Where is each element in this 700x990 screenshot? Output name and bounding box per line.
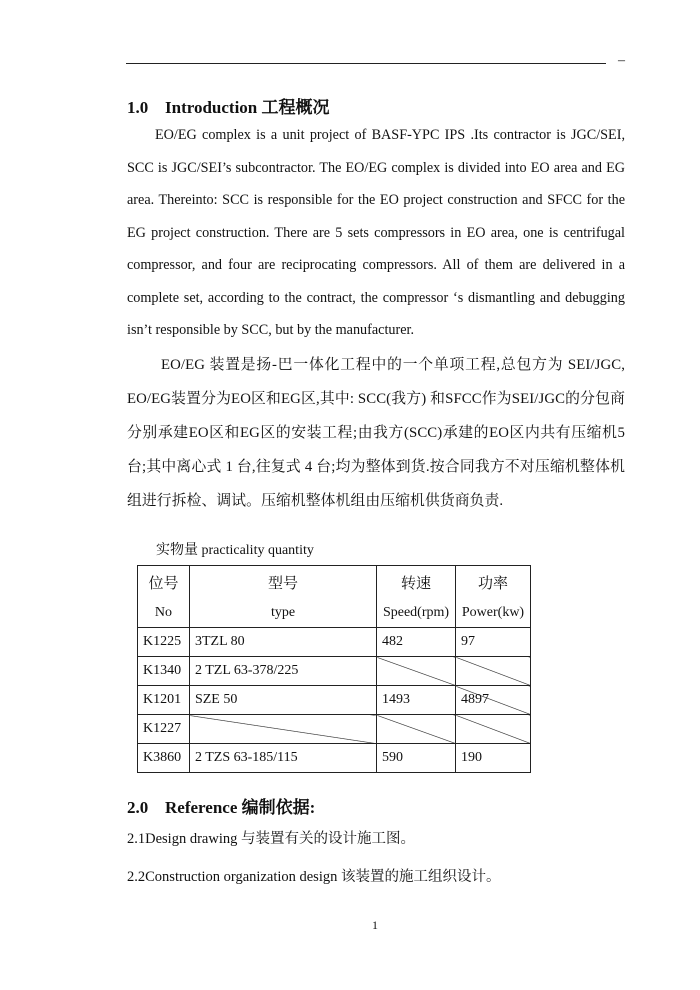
header-mark: – xyxy=(618,53,625,68)
table-row xyxy=(138,628,531,657)
section-1-heading xyxy=(127,93,330,118)
cell-type: SZE 50 xyxy=(189,686,376,715)
section-1-title: Introduction 工程概况 xyxy=(165,98,330,117)
section-2-title: Reference 编制依据: xyxy=(165,798,316,817)
table-caption: 实物量 practicality quantity xyxy=(156,543,314,558)
table-row xyxy=(138,657,531,686)
section-2-number: 2.0 xyxy=(127,798,149,817)
section-2-heading xyxy=(127,793,315,818)
reference-item-1: 2.1Design drawing 与装置有关的设计施工图。 xyxy=(127,831,415,847)
cell-speed: 590 xyxy=(377,744,456,773)
cell-speed: 1493 xyxy=(377,686,456,715)
cell-no: K1340 xyxy=(138,657,190,686)
cell-type: 2 TZL 63-378/225 xyxy=(189,657,376,686)
cell-speed: 482 xyxy=(377,628,456,657)
cell-power: 190 xyxy=(456,744,531,773)
cell-speed-empty xyxy=(377,657,456,686)
table-row xyxy=(138,715,531,744)
header-cn-type: 型号 xyxy=(189,566,376,599)
chinese-paragraph xyxy=(127,348,625,518)
cell-power-empty xyxy=(456,715,531,744)
cell-type: 2 TZS 63-185/115 xyxy=(189,744,376,773)
cell-no: K1227 xyxy=(138,715,190,744)
table-header-en xyxy=(138,598,531,628)
header-en-power: Power(kw) xyxy=(456,598,531,628)
table-row xyxy=(138,744,531,773)
chinese-paragraph-text: EO/EG 装置是扬-巴一体化工程中的一个单项工程,总包方为 SEI/JGC, EO/EG装置分为EO区和EG区,其中: SCC(我方) 和SFCC作为SEI/JGC的分包商分别承建EO区和EG区的安装工程;由我方(SCC)承建的EO区内共有压缩机5台;其中离心式 1 台,往复式 4 台;均为整体到货.按合同我方不对压缩机整体机组进行拆检、调试。压缩机整体机组由压缩机供货商负责. xyxy=(127,357,625,509)
cell-no: K3860 xyxy=(138,744,190,773)
table-row xyxy=(138,686,531,715)
header-cn-power: 功率 xyxy=(456,566,531,599)
cell-no: K1201 xyxy=(138,686,190,715)
section-1-number: 1.0 xyxy=(127,98,149,117)
cell-type: 3TZL 80 xyxy=(189,628,376,657)
cell-power-empty xyxy=(456,657,531,686)
equipment-table xyxy=(137,565,531,773)
reference-item-2: 2.2Construction organization design 该装置的施工组织设计。 xyxy=(127,869,501,885)
page-number: 1 xyxy=(372,918,378,932)
header-cn-speed: 转速 xyxy=(377,566,456,599)
cell-power: 4897 xyxy=(456,686,531,715)
header-en-speed: Speed(rpm) xyxy=(377,598,456,628)
english-paragraph xyxy=(127,119,625,347)
header-cn-no: 位号 xyxy=(138,566,190,599)
header-rule xyxy=(126,63,606,64)
cell-no: K1225 xyxy=(138,628,190,657)
cell-speed-empty xyxy=(377,715,456,744)
english-paragraph-text: EO/EG complex is a unit project of BASF-YPC IPS .Its contractor is JGC/SEI, SCC is JGC/SEI’s subcontractor. The EO/EG complex is divided into EO area and EG area. Thereinto: SCC is responsible for the EO project construction and SFCC for the EG project construction. There are 5 sets compressors in EO area, one is centrifugal compressor, and four are reciprocating compressors. All of them are delivered in a complete set, according to the contract, the compressor ‘s dismantling and debugging isn’t responsible by SCC, but by the manufacturer. xyxy=(127,127,625,338)
header-en-type: type xyxy=(189,598,376,628)
header-en-no: No xyxy=(138,598,190,628)
cell-type-empty xyxy=(189,715,376,744)
table-header-cn xyxy=(138,566,531,599)
cell-power: 97 xyxy=(456,628,531,657)
